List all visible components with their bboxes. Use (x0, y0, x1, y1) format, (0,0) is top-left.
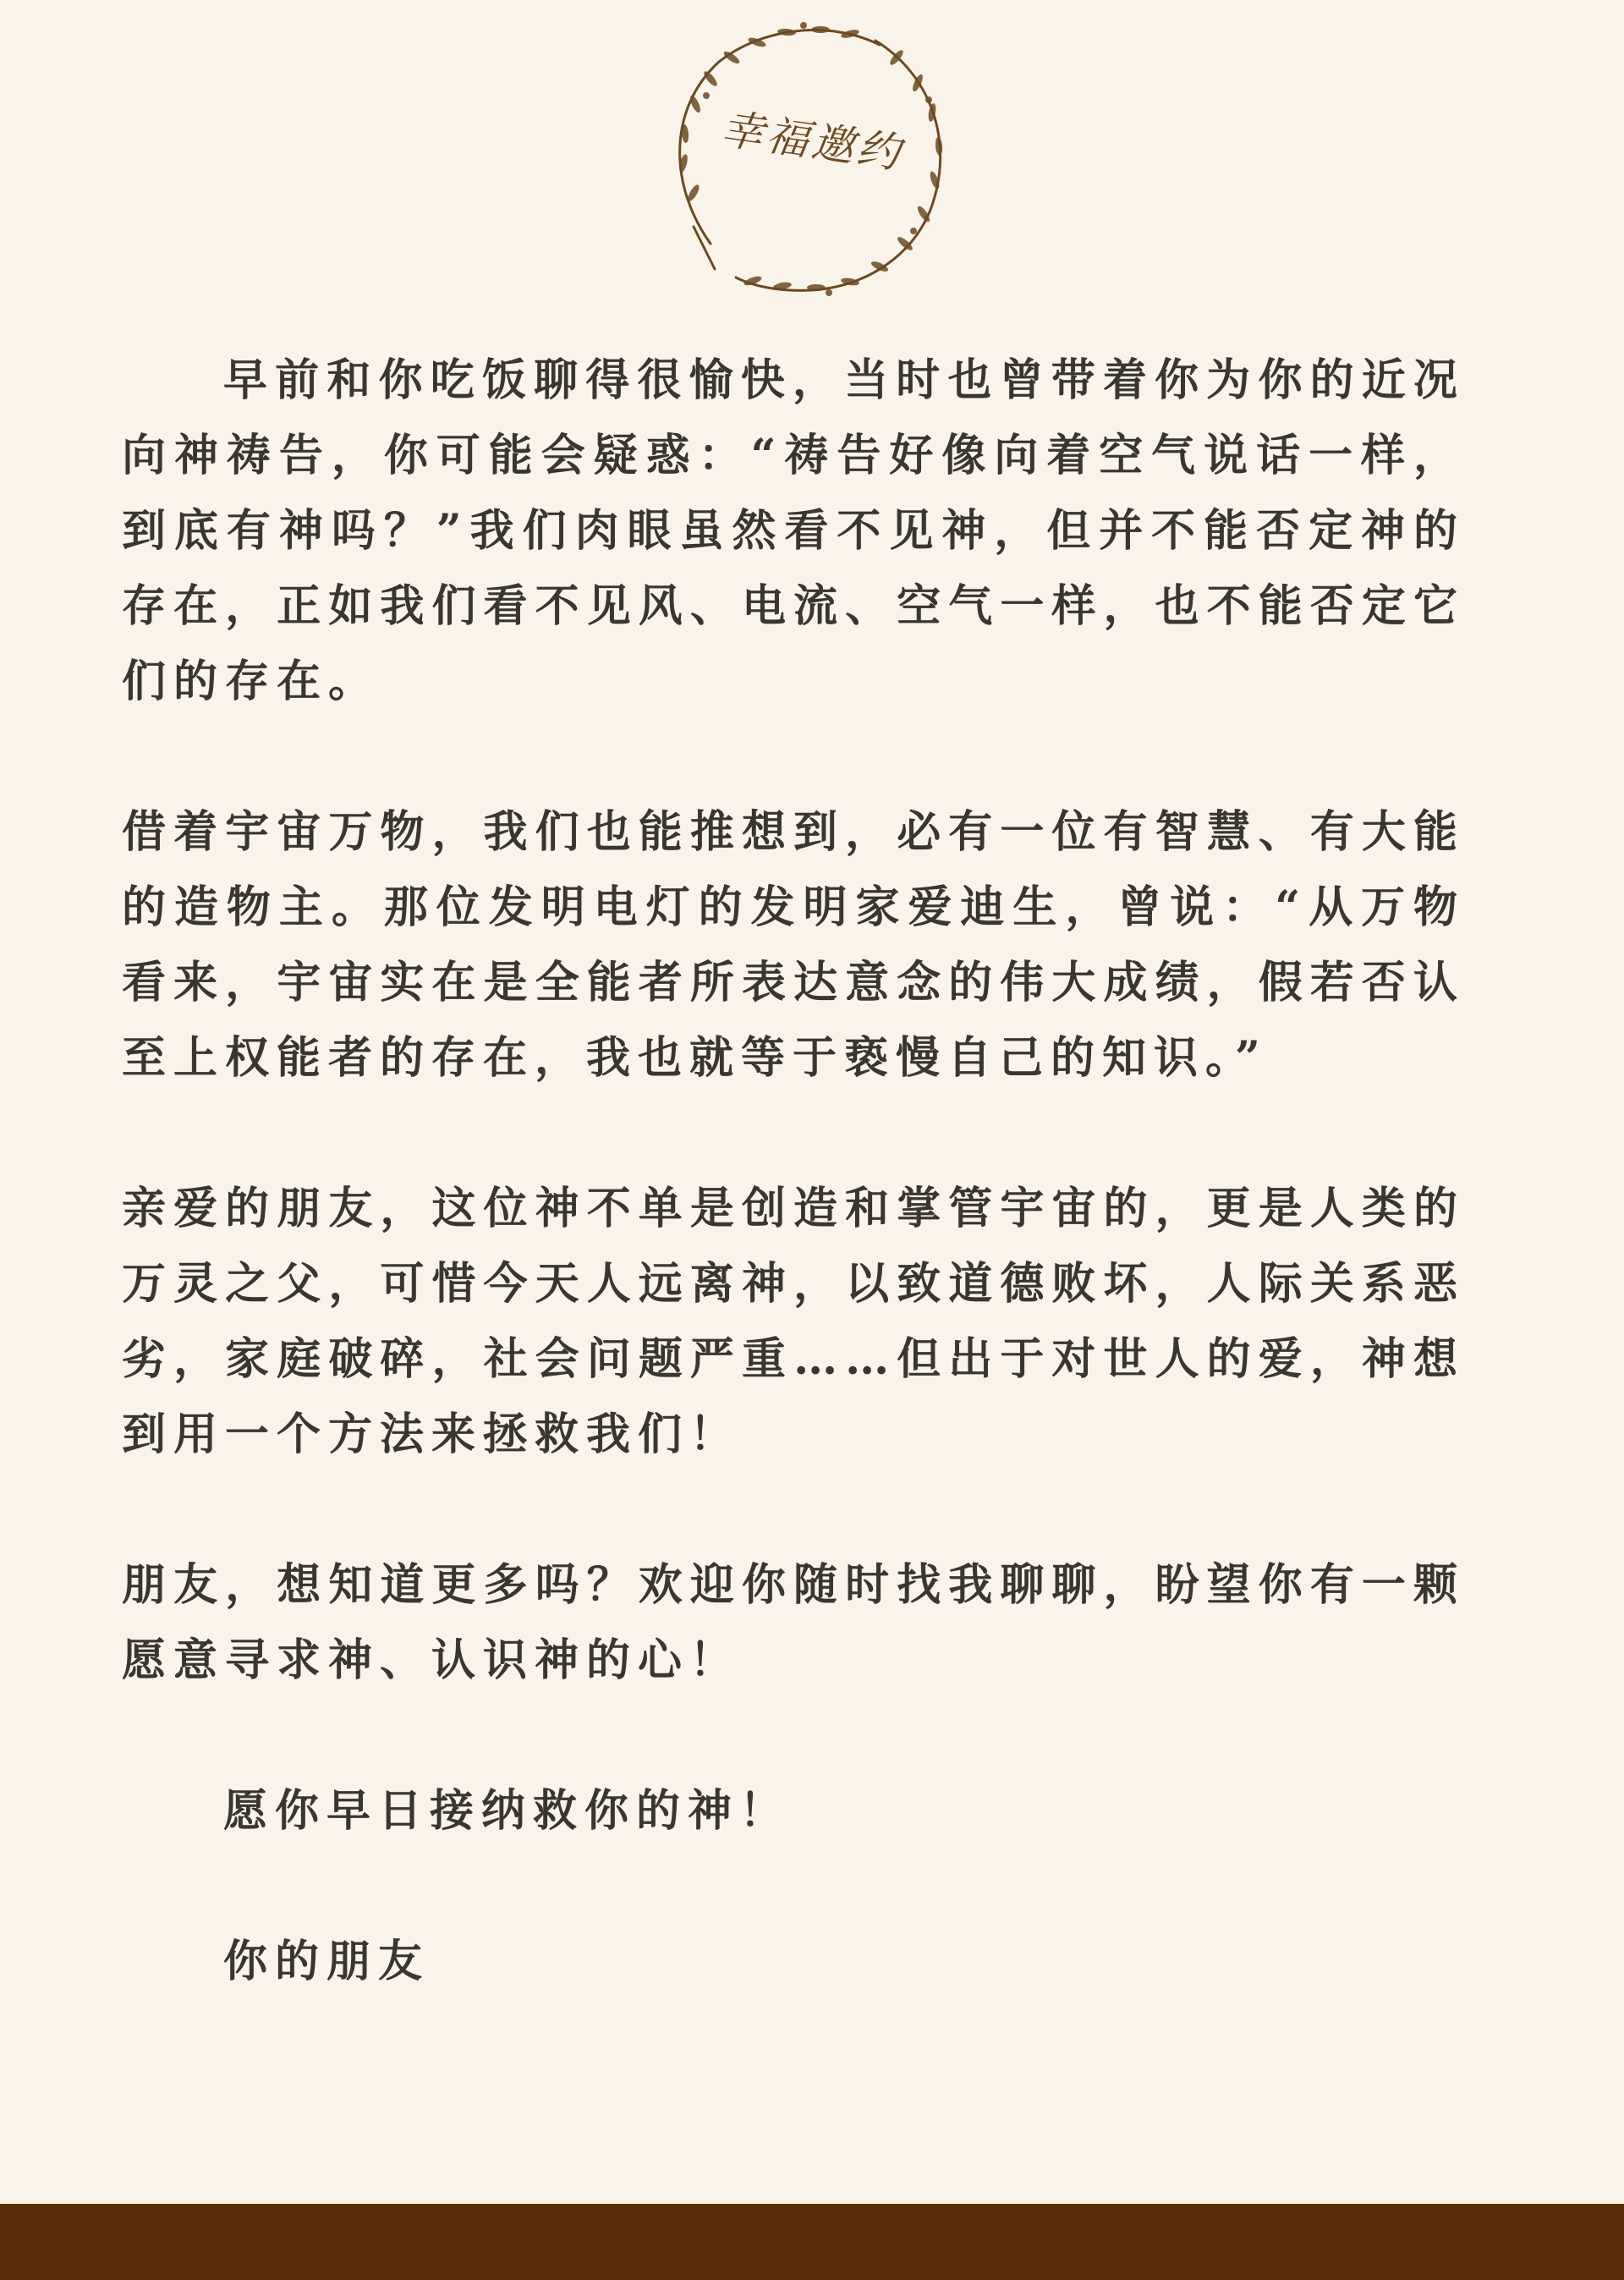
signature: 你的朋友 (223, 1936, 431, 1987)
closing-wish: 愿你早日接纳救你的神！ (223, 1785, 792, 1837)
letter-paragraph: 借着宇宙万物，我们也能推想到，必有一位有智慧、有大能的造物主。那位发明电灯的发明家爱迪生，曾说：“从万物看来，宇宙实在是全能者所表达意念的伟大成绩，假若否认至上权能者的存在，我也就等于亵慢自己的知识。” (122, 806, 1465, 1084)
letter-paragraph: 朋友，想知道更多吗？欢迎你随时找我聊聊，盼望你有一颗愿意寻求神、认识神的心！ (122, 1559, 1465, 1686)
letter-body (122, 343, 1465, 2074)
wreath-title: 幸福邀约 (718, 104, 906, 179)
footer-band (0, 2204, 1624, 2280)
letter-paragraph: 亲爱的朋友，这位神不单是创造和掌管宇宙的，更是人类的万灵之父，可惜今天人远离神，以致道德败坏，人际关系恶劣，家庭破碎，社会问题严重……但出于对世人的爱，神想到用一个方法来拯救我们！ (122, 1183, 1465, 1460)
letter-paragraph: 早前和你吃饭聊得很愉快，当时也曾带着你为你的近况向神祷告，你可能会疑惑：“祷告好像向着空气说话一样，到底有神吗？”我们肉眼虽然看不见神，但并不能否定神的存在，正如我们看不见风、电流、空气一样，也不能否定它们的存在。 (122, 354, 1465, 707)
